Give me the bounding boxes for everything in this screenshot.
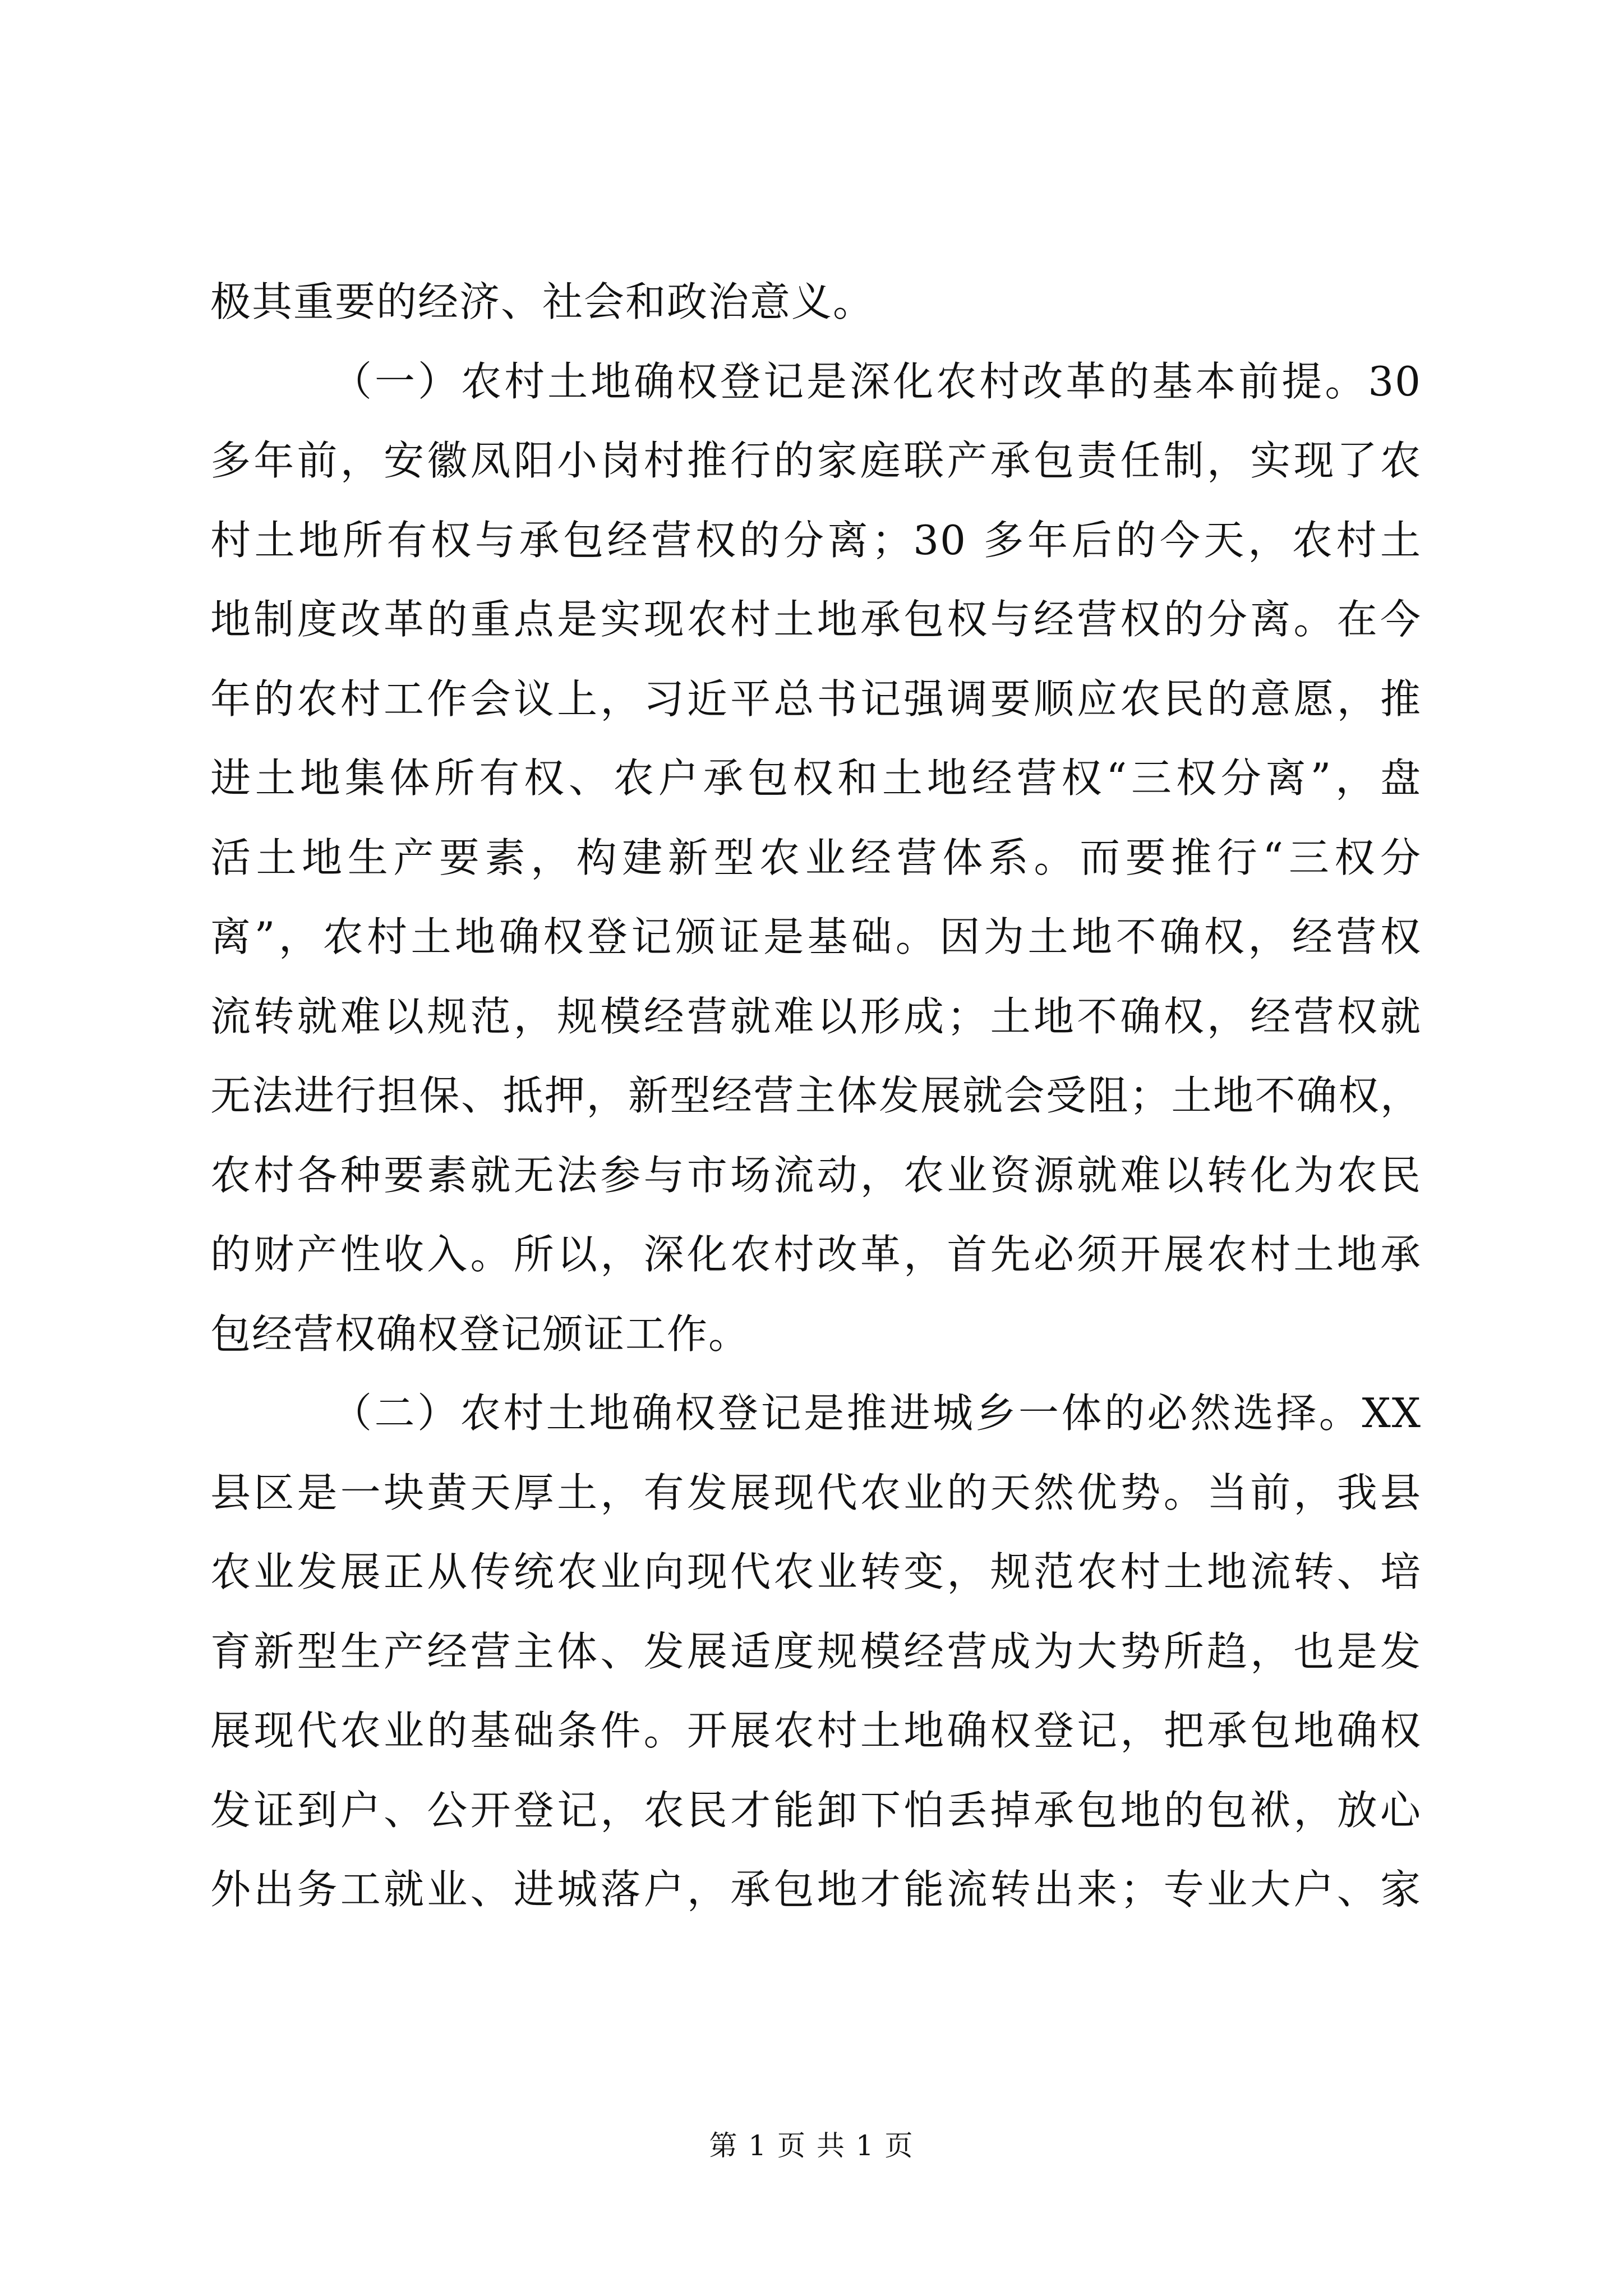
text-line: 育新型生产经营主体、发展适度规模经营成为大势所趋，也是发 bbox=[210, 1627, 1422, 1675]
paragraph-first-line: （一）农村土地确权登记是深化农村改革的基本前提。30 bbox=[331, 357, 1422, 405]
text-line: 农业发展正从传统农业向现代农业转变，规范农村土地流转、培 bbox=[210, 1548, 1422, 1595]
text-line: 农村各种要素就无法参与市场流动，农业资源就难以转化为农民 bbox=[210, 1151, 1422, 1199]
text-line: 村土地所有权与承包经营权的分离；30 多年后的今天，农村土 bbox=[210, 516, 1422, 564]
paragraph-first-line: （二）农村土地确权登记是推进城乡一体的必然选择。XX bbox=[331, 1389, 1422, 1437]
text-line: 地制度改革的重点是实现农村土地承包权与经营权的分离。在今 bbox=[210, 596, 1422, 643]
text-line: 进土地集体所有权、农户承包权和土地经营权“三权分离”，盘 bbox=[210, 754, 1422, 802]
text-line: 外出务工就业、进城落户，承包地才能流转出来；专业大户、家 bbox=[210, 1866, 1422, 1913]
text-line: 活土地生产要素，构建新型农业经营体系。而要推行“三权分 bbox=[210, 834, 1422, 881]
document-body bbox=[210, 263, 1422, 1930]
text-line: 发证到户、公开登记，农民才能卸下怕丢掉承包地的包袱，放心 bbox=[210, 1786, 1422, 1834]
page-footer bbox=[0, 2129, 1623, 2162]
text-line: 包经营权确权登记颁证工作。 bbox=[210, 1310, 750, 1358]
text-line: 极其重要的经济、社会和政治意义。 bbox=[210, 278, 875, 325]
text-line: 的财产性收入。所以，深化农村改革，首先必须开展农村土地承 bbox=[210, 1231, 1422, 1278]
text-line: 无法进行担保、抵押，新型经营主体发展就会受阻；土地不确权， bbox=[210, 1072, 1422, 1119]
text-line: 流转就难以规范，规模经营就难以形成；土地不确权，经营权就 bbox=[210, 992, 1422, 1040]
text-line: 多年前，安徽凤阳小岗村推行的家庭联产承包责任制，实现了农 bbox=[210, 437, 1422, 484]
text-line: 年的农村工作会议上，习近平总书记强调要顺应农民的意愿，推 bbox=[210, 675, 1422, 723]
text-line: 离”，农村土地确权登记颁证是基础。因为土地不确权，经营权 bbox=[210, 913, 1422, 960]
page-number-label: 第 1 页 共 1 页 bbox=[709, 2129, 914, 2162]
text-line: 展现代农业的基础条件。开展农村土地确权登记，把承包地确权 bbox=[210, 1707, 1422, 1754]
text-line: 县区是一块黄天厚土，有发展现代农业的天然优势。当前，我县 bbox=[210, 1469, 1422, 1516]
